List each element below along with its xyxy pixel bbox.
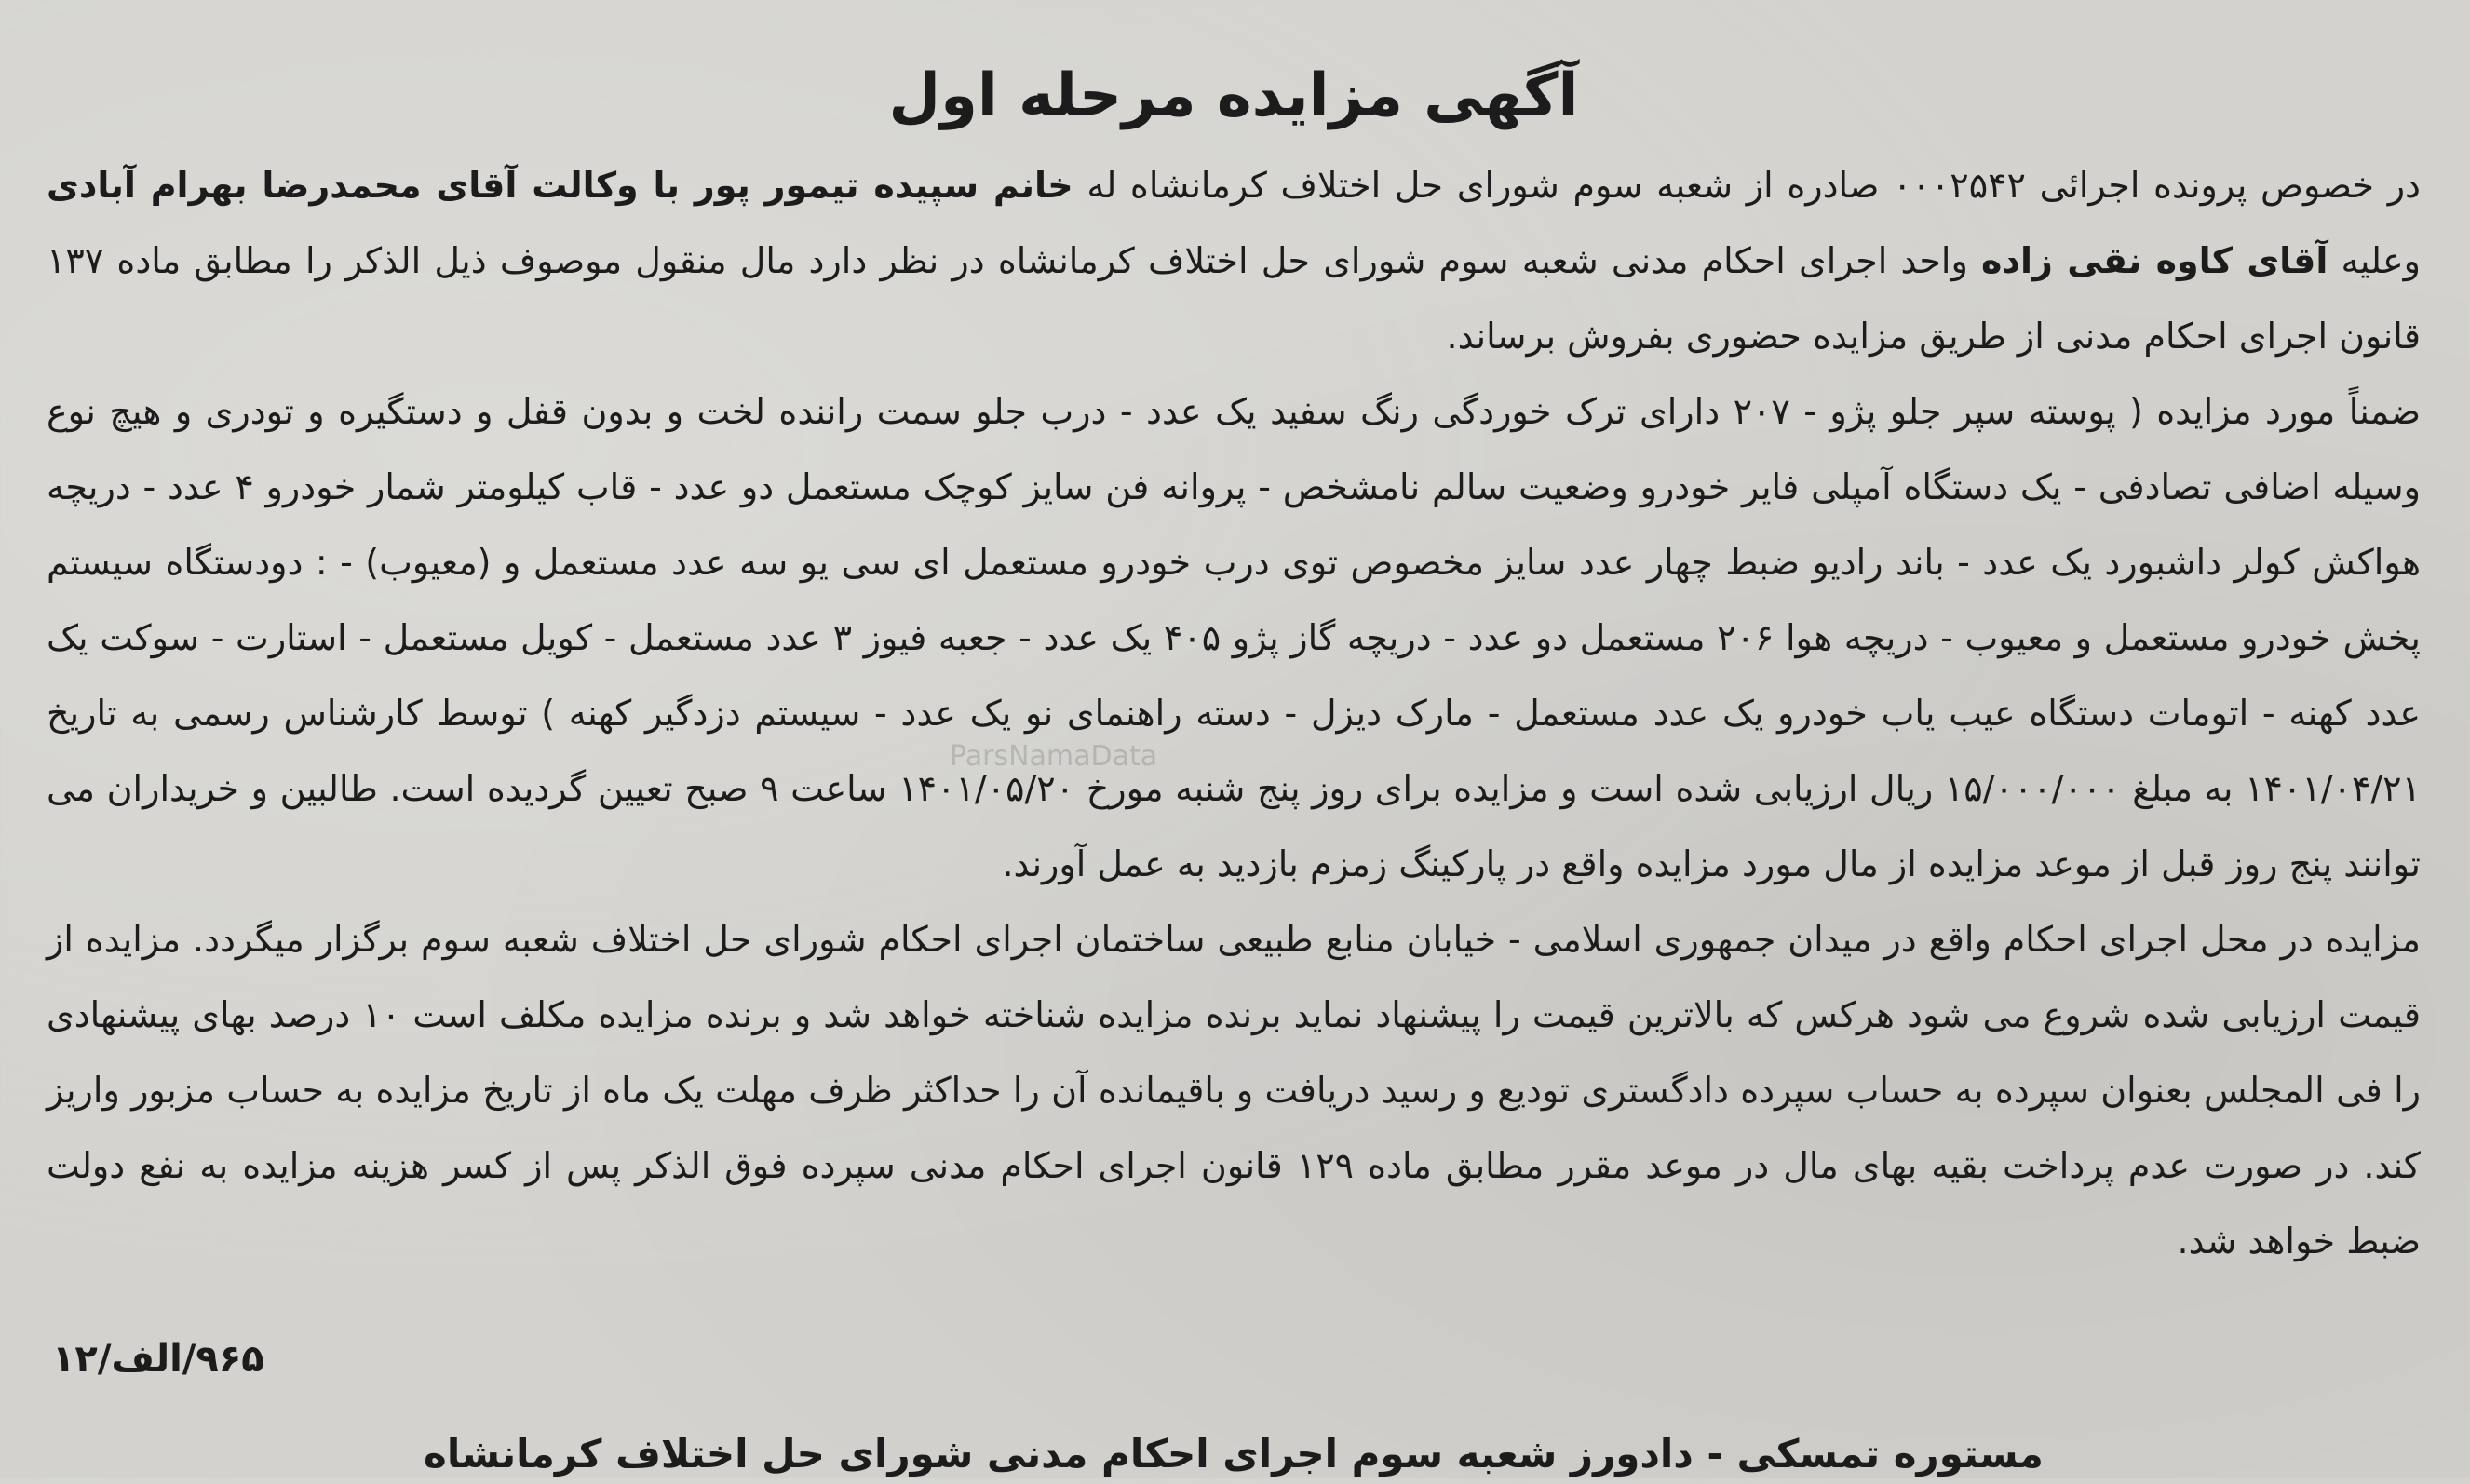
notice-paragraph-items: ضمناً مورد مزایده ( پوسته سپر جلو پژو - ۲۰۷ دارای ترک خوردگی رنگ سفید یک عدد - درب جلو سمت راننده لخت و بدون قفل و دستگیره و تودری و هیچ نوع وسیله اضافی تصادفی - یک دستگاه آمپلی فایر خودرو وضعیت سالم نامشخص - پروانه فن سایز کوچک مستعمل دو عدد - قاب کیلومتر شمار خودرو ۴ عدد - دریچه هواکش کولر داشبورد یک عدد - باند رادیو ضبط چهار عدد سایز مخصوص توی درب خودرو مستعمل ای سی یو سه عدد مستعمل و (معیوب) - : دودستگاه سیستم پخش خودرو مستعمل و معیوب - دریچه هوا ۲۰۶ مستعمل دو عدد - دریچه گاز پژو ۴۰۵ یک عدد - جعبه فیوز ۳ عدد مستعمل - کویل مستعمل - استارت - سوکت یک عدد کهنه - اتومات دستگاه عیب یاب خودرو یک عدد مستعمل - مارک دیزل - دسته راهنمای نو یک عدد - سیستم دزدگیر کهنه ) توسط کارشناس رسمی به تاریخ ۱۴۰۱/۰۴/۲۱ به مبلغ ۱۵/۰۰۰/۰۰۰ ریال ارزیابی شده است و مزایده برای روز پنج شنبه مورخ ۱۴۰۱/۰۵/۲۰ ساعت ۹ صبح تعیین گردیده است. طالبین و خریداران می توانند پنج روز قبل از موعد مزایده از مال مورد مزایده واقع در پارکینگ زمزم بازدید به عمل آورند. — [47, 391, 2421, 884]
watermark-text: ParsNamaData — [950, 740, 1158, 773]
auction-notice — [47, 51, 2422, 1477]
defendant-name: آقای کاوه نقی زاده — [1981, 240, 2328, 281]
reference-number: ۹۶۵/الف/۱۲ — [52, 1338, 264, 1381]
plaintiff-name: خانم سپیده تیمور پور با وکالت آقای محمدرضا بهرام آبادی — [47, 165, 1073, 206]
intro-text-2: وعلیه — [2328, 240, 2421, 281]
notice-paragraph-intro — [47, 148, 2421, 374]
notice-paragraph-terms: مزایده در محل اجرای احکام واقع در میدان جمهوری اسلامی - خیابان منابع طبیعی ساختمان اجرای احکام شورای حل اختلاف شعبه سوم برگزار میگردد. مزایده از قیمت ارزیابی شده شروع می شود هرکس که بالاترین قیمت را پیشنهاد نماید برنده مزایده شناخته خواهد شد و برنده مزایده مکلف است ۱۰ درصد بهای پیشنهادی را فی المجلس بعنوان سپرده به حساب سپرده دادگستری تودیع و رسید دریافت و باقیمانده آن را حداکثر ظرف مهلت یک ماه از تاریخ مزایده به حساب مزبور واریز کند. در صورت عدم پرداخت بقیه بهای مال در موعد مقرر مطابق ماده ۱۲۹ قانون اجرای احکام مدنی سپرده فوق الذکر پس از کسر هزینه مزایده به نفع دولت ضبط خواهد شد. — [47, 919, 2422, 1261]
intro-text-1: در خصوص پرونده اجرائی ۰۰۰۲۵۴۲ صادره از شعبه سوم شورای حل اختلاف کرمانشاه له — [1073, 165, 2421, 206]
signature-line: مستوره تمسکی - دادورز شعبه سوم اجرای احکام مدنی شورای حل اختلاف کرمانشاه — [424, 1431, 2044, 1477]
notice-title: آگهی مزایده مرحله اول — [888, 61, 1579, 130]
intro-text-3: واحد اجرای احکام مدنی شعبه سوم شورای حل اختلاف کرمانشاه در نظر دارد مال منقول موصوف ذیل الذکر را مطابق ماده ۱۳۷ قانون اجرای احکام مدنی از طریق مزایده حضوری بفروش برساند. — [47, 240, 2421, 357]
